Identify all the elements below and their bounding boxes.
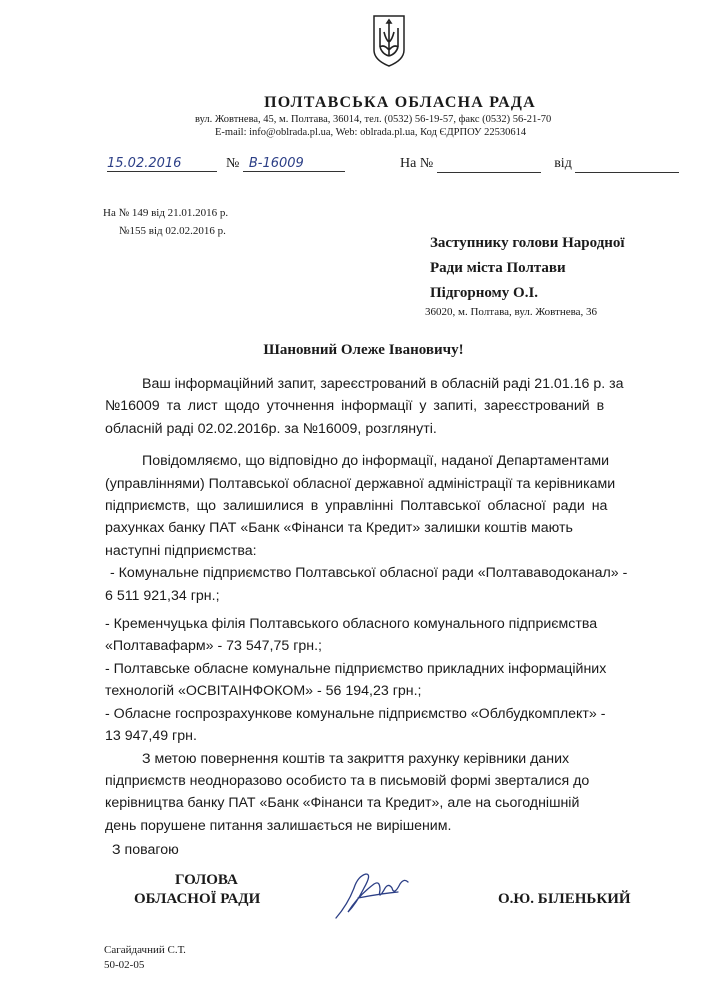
addressee-line: Підгорному О.І. (430, 285, 539, 301)
list-item-line: - Полтавське обласне комунальне підприємство прикладних інформаційних (105, 660, 607, 677)
body-line: Повідомляємо, що відповідно до інформації, наданої Департаментами (142, 453, 610, 470)
body-line: (управліннями) Полтавської обласної державної адміністрації та керівниками (105, 475, 616, 492)
list-item (105, 703, 667, 748)
list-item-line: «Полтавафарм» - 73 547,75 грн.; (105, 638, 322, 655)
letter-body (105, 373, 667, 837)
list-item-line: - Кременчуцька філія Полтавського обласного комунального підприємства (105, 616, 598, 633)
reference-2: №155 від 02.02.2016 р. (119, 225, 226, 237)
body-line: З метою повернення коштів та закриття рахунку керівники даних (142, 750, 570, 767)
list-item (105, 613, 667, 658)
registration-number-field (226, 156, 345, 172)
list-item (105, 658, 667, 703)
org-address: вул. Жовтнева, 45, м. Полтава, 36014, тел. (0532) 56-19-57, факс (0532) 56-21-70 (195, 114, 552, 125)
addressee (430, 231, 625, 306)
signatory-title: ГОЛОВА (175, 872, 238, 888)
body-line: №16009 та лист щодо уточнення інформації у запиті, зареєстрований в (105, 398, 605, 415)
body-line: Ваш інформаційний запит, зареєстрований в обласній раді 21.01.16 р. за (142, 376, 624, 392)
addressee-line: Ради міста Полтави (430, 260, 566, 276)
body-line: день порушене питання залишається не вирішеним. (105, 817, 452, 834)
body-line: наступні підприємства: (105, 542, 257, 559)
registration-date-field (107, 156, 217, 172)
addressee-address: 36020, м. Полтава, вул. Жовтнева, 36 (425, 306, 598, 318)
closing: З повагою (112, 842, 179, 858)
from-label: від (554, 156, 572, 171)
on-number-label: На № (400, 156, 434, 171)
balances-list (105, 562, 667, 747)
registration-date: 15.02.2016 (107, 156, 217, 172)
body-line: керівництва банку ПАТ «Банк «Фінанси та Кредит», але на сьогоднішній (105, 795, 580, 812)
list-item-line: 6 511 921,34 грн.; (105, 587, 220, 604)
list-item-line: технологій «ОСВІТАІНФОКОМ» - 56 194,23 грн.; (105, 683, 422, 700)
handwritten-signature (328, 868, 418, 924)
greeting: Шановний Олеже Івановичу! (263, 342, 464, 358)
tryzub-icon (372, 14, 406, 68)
paragraph-2 (105, 450, 667, 562)
reference-1: На № 149 від 21.01.2016 р. (103, 207, 229, 219)
number-label: № (226, 156, 240, 171)
body-line: підприємств неодноразово особисто та в письмовій формі зверталися до (105, 772, 590, 789)
list-item-line: - Обласне госпрозрахункове комунальне підприємство «Облбудкомплект» - (105, 705, 606, 722)
body-line: підприємств, що залишилися в управлінні Полтавської обласної ради на (105, 498, 608, 515)
org-contacts: E-mail: info@oblrada.pl.ua, Web: oblrada.pl.ua, Код ЄДРПОУ 22530614 (215, 127, 527, 138)
paragraph-1 (105, 373, 667, 440)
paragraph-3 (105, 748, 667, 838)
list-item-line: 13 947,49 грн. (105, 728, 197, 745)
executor-name: Сагайдачний С.Т. (104, 944, 186, 956)
incoming-number-field (400, 156, 679, 173)
registration-number: В-16009 (243, 156, 345, 172)
signatory-title-2: ОБЛАСНОЇ РАДИ (134, 891, 261, 907)
signatory-name: О.Ю. БІЛЕНЬКИЙ (498, 891, 631, 907)
list-item-line: - Комунальне підприємство Полтавської обласної ради «Полтававодоканал» - (110, 565, 628, 582)
list-item (105, 562, 667, 607)
org-name: ПОЛТАВСЬКА ОБЛАСНА РАДА (264, 94, 536, 111)
body-line: обласній раді 02.02.2016р. за №16009, розглянуті. (105, 420, 437, 437)
addressee-line: Заступнику голови Народної (430, 235, 625, 251)
body-line: рахунках банку ПАТ «Банк «Фінанси та Кредит» залишки коштів мають (105, 520, 573, 537)
executor-phone: 50-02-05 (104, 959, 145, 971)
